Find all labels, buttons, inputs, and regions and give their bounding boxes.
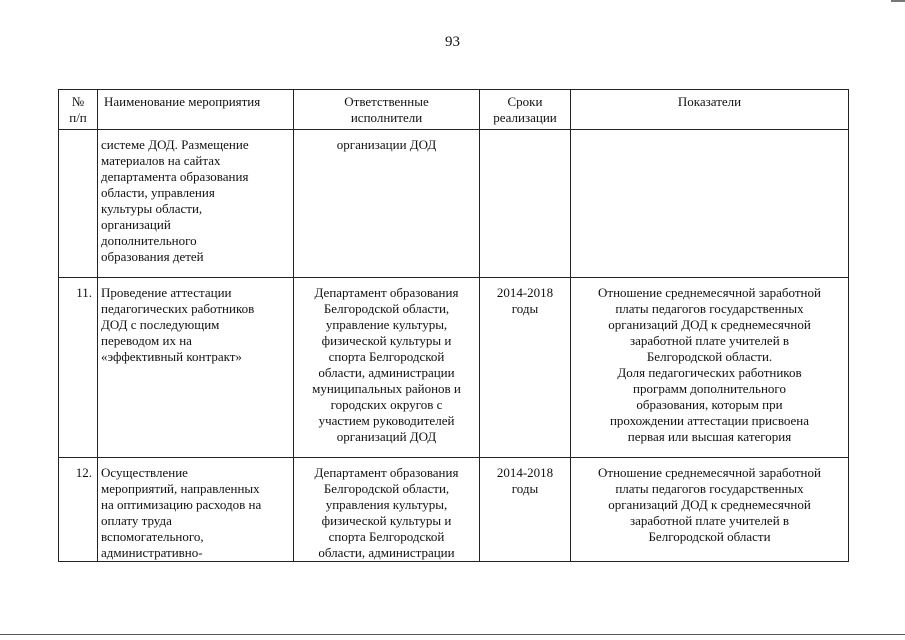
table-header-row [59, 90, 849, 130]
header-number: № п/п [59, 90, 98, 130]
row-terms: 2014-2018 годы [480, 458, 571, 562]
row-indicators: Отношение среднемесячной заработной платы педагогов государственных организаций ДОД к среднемесячной заработной плате учителей в Белгородской области [571, 458, 849, 562]
header-terms: Сроки реализации [480, 90, 571, 130]
scan-corner-mark [891, 0, 905, 2]
measures-table [58, 89, 849, 562]
header-indicators: Показатели [571, 90, 849, 130]
table-row [59, 458, 849, 562]
row-measure-name: Осуществление мероприятий, направленных на оптимизацию расходов на оплату труда вспомогательного, административно- [98, 458, 294, 562]
row-terms [480, 130, 571, 278]
row-responsible: организации ДОД [294, 130, 480, 278]
table-row [59, 278, 849, 458]
row-number [59, 130, 98, 278]
header-responsible: Ответственные исполнители [294, 90, 480, 130]
page-number: 93 [445, 34, 460, 50]
scan-bottom-edge [0, 634, 905, 635]
header-measure-name: Наименование мероприятия [98, 90, 294, 130]
row-number: 11. [59, 278, 98, 458]
row-terms: 2014-2018 годы [480, 278, 571, 458]
row-measure-name: Проведение аттестации педагогических работников ДОД с последующим переводом их на «эффективный контракт» [98, 278, 294, 458]
row-number: 12. [59, 458, 98, 562]
row-indicators [571, 130, 849, 278]
row-responsible: Департамент образования Белгородской области, управление культуры, физической культуры и спорта Белгородской области, администрации муниципальных районов и городских округов с участием руководителей организаций ДОД [294, 278, 480, 458]
row-responsible: Департамент образования Белгородской области, управления культуры, физической культуры и спорта Белгородской области, администрации [294, 458, 480, 562]
row-measure-name: системе ДОД. Размещение материалов на сайтах департамента образования области, управления культуры области, организаций дополнительного образования детей [98, 130, 294, 278]
row-indicators: Отношение среднемесячной заработной платы педагогов государственных организаций ДОД к среднемесячной заработной плате учителей в Белгородской области. Доля педагогических работников программ дополнительного образования, которым при прохождении аттестации присвоена первая или высшая категория [571, 278, 849, 458]
table-row [59, 130, 849, 278]
